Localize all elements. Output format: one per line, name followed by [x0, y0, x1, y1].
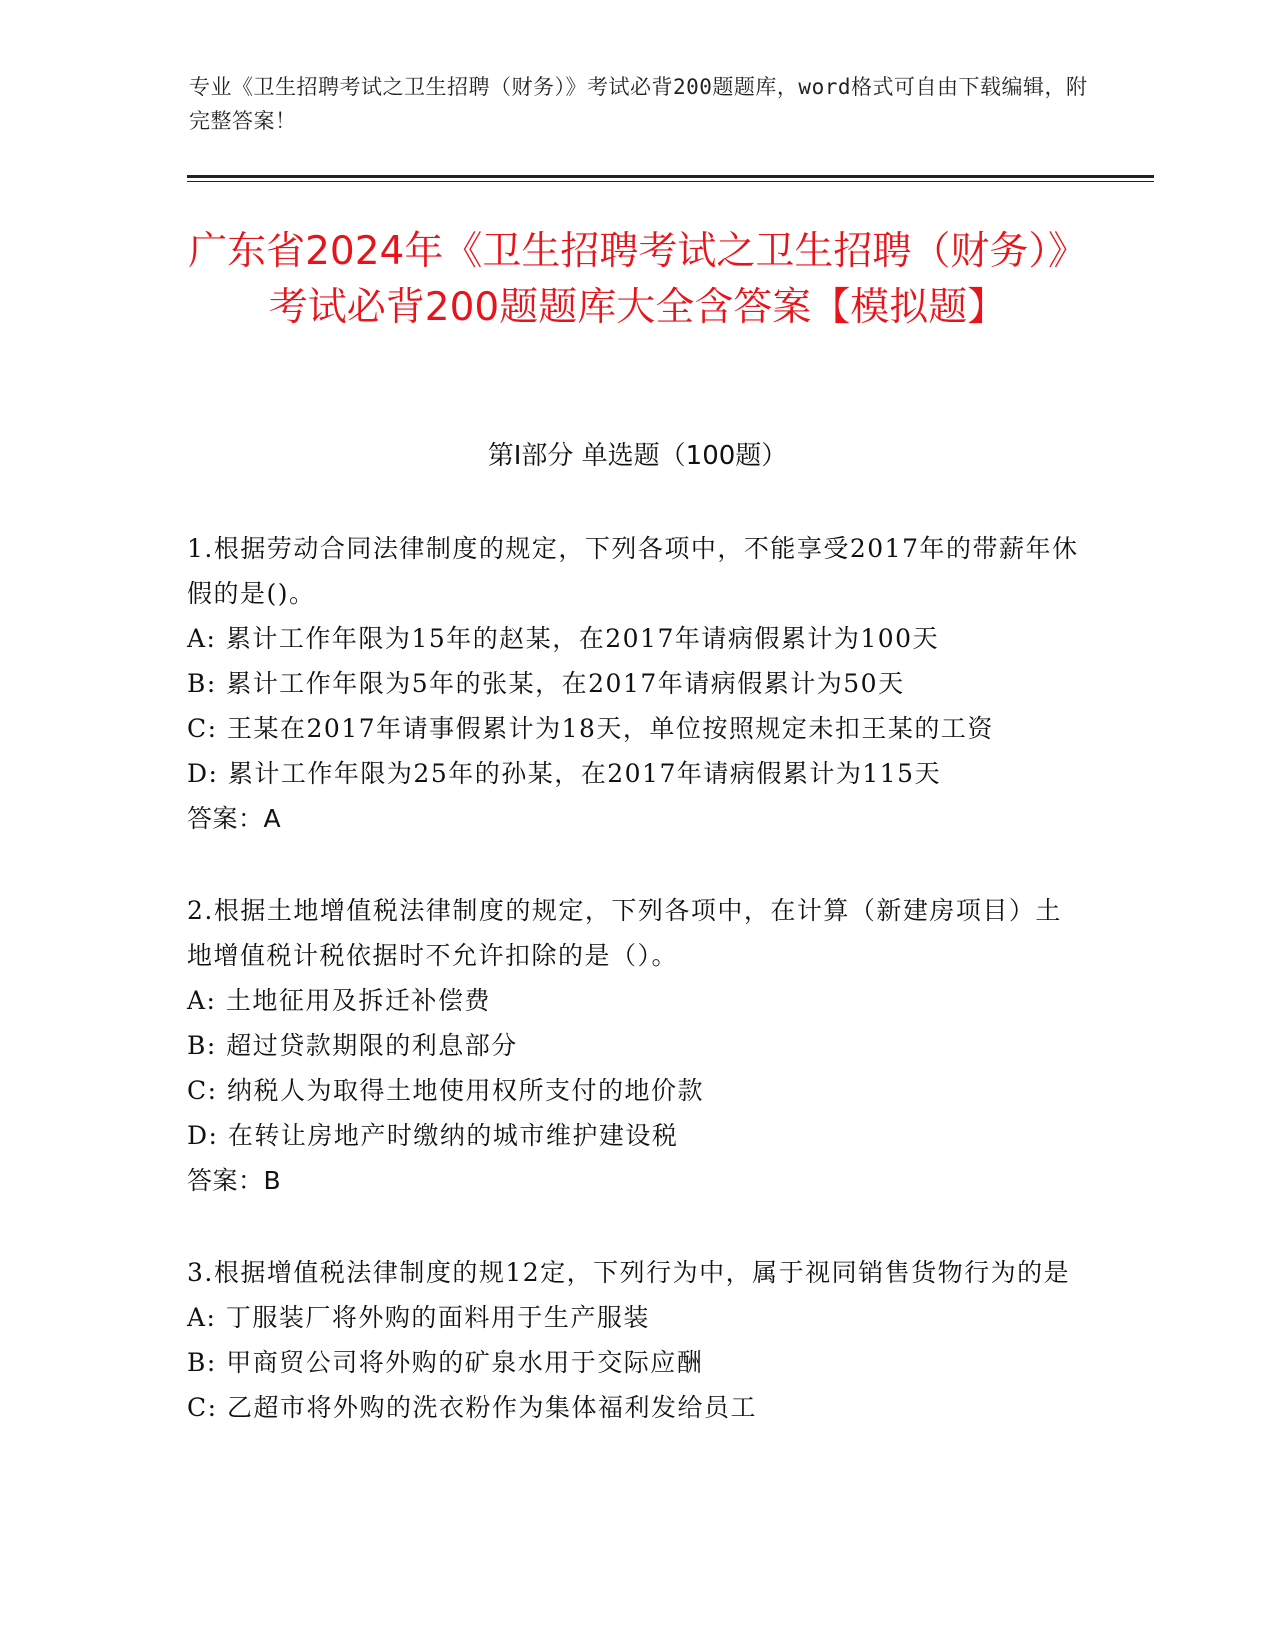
option-c: C: 乙超市将外购的洗衣粉作为集体福利发给员工	[187, 1393, 757, 1422]
question-1	[187, 526, 1087, 841]
option-c: C: 纳税人为取得土地使用权所支付的地价款	[187, 1076, 704, 1105]
question-stem: 3.根据增值税法律制度的规12定，下列行为中，属于视同销售货物行为的是	[187, 1258, 1071, 1287]
option-c: C: 王某在2017年请事假累计为18天，单位按照规定未扣王某的工资	[187, 714, 994, 743]
answer: 答案：A	[187, 804, 282, 833]
answer: 答案：B	[187, 1166, 282, 1195]
option-a: A: 土地征用及拆迁补偿费	[187, 986, 491, 1015]
section-title: 第I部分 单选题（100题）	[487, 441, 788, 471]
document-title: 广东省2024年《卫生招聘考试之卫生招聘（财务）》考试必背200题题库大全含答案【模拟题】	[188, 229, 1087, 330]
option-a: A: 丁服装厂将外购的面料用于生产服装	[187, 1303, 650, 1332]
question-2	[187, 888, 1087, 1203]
question-3	[187, 1250, 1087, 1430]
option-b: B: 累计工作年限为5年的张某，在2017年请病假累计为50天	[187, 669, 905, 698]
option-d: D: 在转让房地产时缴纳的城市维护建设税	[187, 1121, 679, 1150]
option-b: B: 甲商贸公司将外购的矿泉水用于交际应酬	[187, 1348, 704, 1377]
question-stem: 2.根据土地增值税法律制度的规定，下列各项中，在计算（新建房项目）土地增值税计税依据时不允许扣除的是（）。	[187, 896, 1062, 970]
header-note: 专业《卫生招聘考试之卫生招聘（财务）》考试必背200题题库，word格式可自由下载编辑，附完整答案！	[189, 75, 1088, 133]
option-d: D: 累计工作年限为25年的孙某，在2017年请病假累计为115天	[187, 759, 942, 788]
header-rule-thin	[187, 181, 1154, 182]
option-a: A: 累计工作年限为15年的赵某，在2017年请病假累计为100天	[187, 624, 940, 653]
header-rule-thick	[187, 175, 1154, 178]
option-b: B: 超过贷款期限的利息部分	[187, 1031, 518, 1060]
question-stem: 1.根据劳动合同法律制度的规定，下列各项中，不能享受2017年的带薪年休假的是()。	[187, 534, 1079, 608]
